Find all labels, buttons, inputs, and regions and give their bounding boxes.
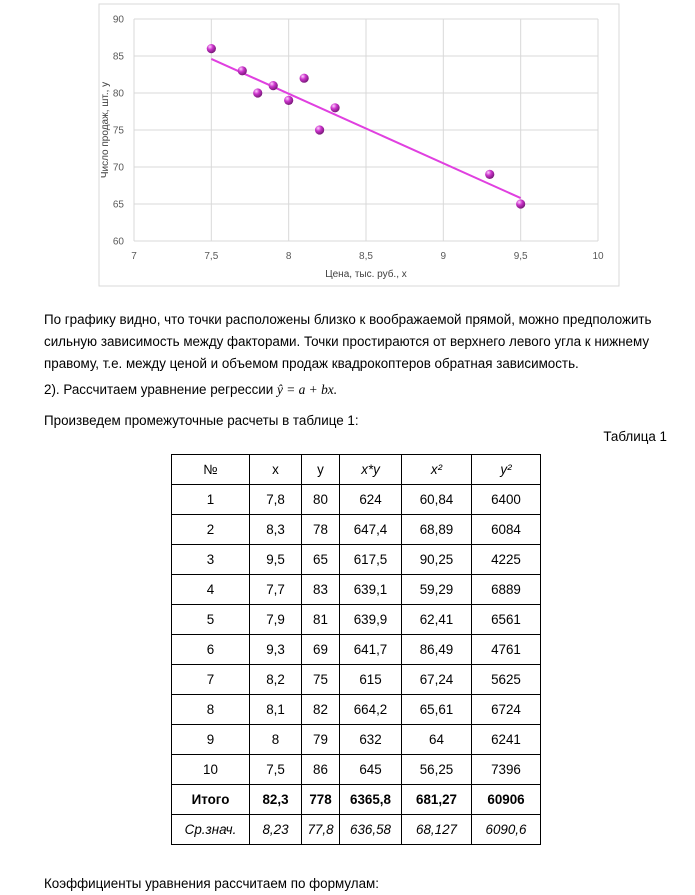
y-tick-label: 65 bbox=[112, 199, 124, 211]
table-row bbox=[172, 755, 541, 785]
table-header-row bbox=[172, 455, 541, 485]
table-cell: 6400 bbox=[472, 485, 541, 515]
table-cell: 8 bbox=[172, 695, 250, 725]
x-tick-label: 10 bbox=[592, 251, 604, 262]
table-row bbox=[172, 575, 541, 605]
table-cell: 647,4 bbox=[340, 515, 402, 545]
scatter-chart bbox=[0, 0, 695, 290]
table-cell: 9,3 bbox=[250, 635, 302, 665]
analysis-paragraph: По графику видно, что точки расположены близко к воображаемой прямой, можно предположить сильную зависимость между факторами. Точки простираются от верхнего левого угла к нижнему правому, т.е. между ценой и объемом продаж квадрокоптеров обратная зависимость. bbox=[44, 312, 652, 372]
data-point bbox=[516, 199, 525, 208]
table-cell: 6724 bbox=[472, 695, 541, 725]
table-cell: 639,1 bbox=[340, 575, 402, 605]
y-tick-label: 70 bbox=[112, 162, 124, 174]
table-row bbox=[172, 695, 541, 725]
y-axis-label: Число продаж, шт., y bbox=[100, 81, 111, 179]
table-cell: 80 bbox=[302, 485, 340, 515]
data-point bbox=[315, 125, 324, 134]
table-row bbox=[172, 635, 541, 665]
table-cell: 8,23 bbox=[250, 815, 302, 845]
table-total-row bbox=[172, 785, 541, 815]
table-cell: 3 bbox=[172, 545, 250, 575]
data-point bbox=[300, 74, 309, 83]
data-point bbox=[485, 170, 494, 179]
table-cell: Итого bbox=[172, 785, 250, 815]
table-cell: 10 bbox=[172, 755, 250, 785]
table-cell: 60,84 bbox=[402, 485, 472, 515]
table-cell: 69 bbox=[302, 635, 340, 665]
table-cell: 6241 bbox=[472, 725, 541, 755]
table-cell: 1 bbox=[172, 485, 250, 515]
table-cell: 681,27 bbox=[402, 785, 472, 815]
table-cell: 64 bbox=[402, 725, 472, 755]
table-cell: 6561 bbox=[472, 605, 541, 635]
table-row bbox=[172, 605, 541, 635]
header-cell: x*y bbox=[340, 455, 402, 485]
table-cell: 90,25 bbox=[402, 545, 472, 575]
table-cell: 7,8 bbox=[250, 485, 302, 515]
table-cell: 81 bbox=[302, 605, 340, 635]
x-tick-label: 7,5 bbox=[204, 251, 219, 262]
x-tick-label: 7 bbox=[131, 251, 137, 262]
table-intro-paragraph: Произведем промежуточные расчеты в таблице 1: bbox=[44, 413, 359, 429]
table-row bbox=[172, 485, 541, 515]
table-cell: 7 bbox=[172, 665, 250, 695]
table-cell: 7396 bbox=[472, 755, 541, 785]
y-tick-label: 85 bbox=[112, 51, 124, 63]
table-cell: 6090,6 bbox=[472, 815, 541, 845]
data-point bbox=[269, 81, 278, 90]
y-tick-label: 75 bbox=[112, 125, 124, 137]
table-cell: 68,89 bbox=[402, 515, 472, 545]
header-cell: x² bbox=[402, 455, 472, 485]
x-axis-label: Цена, тыс. руб., x bbox=[325, 269, 407, 280]
regression-text: 2). Рассчитаем уравнение регрессии bbox=[44, 382, 277, 398]
table-cell: 8,3 bbox=[250, 515, 302, 545]
table-cell: 62,41 bbox=[402, 605, 472, 635]
calc-table bbox=[171, 454, 541, 845]
table-cell: 7,7 bbox=[250, 575, 302, 605]
table-cell: 65,61 bbox=[402, 695, 472, 725]
table-cell: 8,1 bbox=[250, 695, 302, 725]
table-cell: 2 bbox=[172, 515, 250, 545]
table-cell: 645 bbox=[340, 755, 402, 785]
chart-svg bbox=[0, 0, 695, 290]
table-cell: 60906 bbox=[472, 785, 541, 815]
header-cell: № bbox=[172, 455, 250, 485]
table-cell: 8,2 bbox=[250, 665, 302, 695]
table-cell: 664,2 bbox=[340, 695, 402, 725]
table-cell: 4225 bbox=[472, 545, 541, 575]
table-cell: 86,49 bbox=[402, 635, 472, 665]
table-cell: 82 bbox=[302, 695, 340, 725]
table-cell: 9,5 bbox=[250, 545, 302, 575]
table-cell: 6 bbox=[172, 635, 250, 665]
table-cell: 641,7 bbox=[340, 635, 402, 665]
table-cell: 59,29 bbox=[402, 575, 472, 605]
data-point bbox=[207, 44, 216, 53]
data-point bbox=[330, 103, 339, 112]
table-cell: 9 bbox=[172, 725, 250, 755]
x-tick-label: 9,5 bbox=[513, 251, 528, 262]
table-cell: 7,5 bbox=[250, 755, 302, 785]
header-cell: y² bbox=[472, 455, 541, 485]
y-tick-label: 80 bbox=[112, 88, 124, 100]
table-cell: 7,9 bbox=[250, 605, 302, 635]
table-row bbox=[172, 545, 541, 575]
table-cell: 6889 bbox=[472, 575, 541, 605]
table-cell: 75 bbox=[302, 665, 340, 695]
table-cell: 78 bbox=[302, 515, 340, 545]
y-tick-label: 60 bbox=[112, 236, 124, 248]
table-cell: 83 bbox=[302, 575, 340, 605]
data-point bbox=[253, 88, 262, 97]
table-cell: 615 bbox=[340, 665, 402, 695]
table-cell: 86 bbox=[302, 755, 340, 785]
table-row bbox=[172, 515, 541, 545]
table-cell: 82,3 bbox=[250, 785, 302, 815]
table-row bbox=[172, 725, 541, 755]
table-cell: 624 bbox=[340, 485, 402, 515]
table-cell: 4 bbox=[172, 575, 250, 605]
table-cell: 67,24 bbox=[402, 665, 472, 695]
table-cell: 778 bbox=[302, 785, 340, 815]
table-cell: 617,5 bbox=[340, 545, 402, 575]
table-cell: 56,25 bbox=[402, 755, 472, 785]
header-cell: y bbox=[302, 455, 340, 485]
table-cell: 77,8 bbox=[302, 815, 340, 845]
table-cell: 65 bbox=[302, 545, 340, 575]
y-tick-label: 90 bbox=[112, 14, 124, 26]
table-cell: 79 bbox=[302, 725, 340, 755]
table-average-row bbox=[172, 815, 541, 845]
table-cell: 5625 bbox=[472, 665, 541, 695]
table-cell: 636,58 bbox=[340, 815, 402, 845]
table-row bbox=[172, 665, 541, 695]
coefficients-paragraph: Коэффициенты уравнения рассчитаем по формулам: bbox=[44, 876, 379, 892]
table-cell: 4761 bbox=[472, 635, 541, 665]
table-cell: 8 bbox=[250, 725, 302, 755]
table-cell: 632 bbox=[340, 725, 402, 755]
table-cell: 6084 bbox=[472, 515, 541, 545]
header-cell: x bbox=[250, 455, 302, 485]
data-point bbox=[284, 96, 293, 105]
data-point bbox=[238, 66, 247, 75]
chart-frame bbox=[99, 4, 619, 286]
table-cell: Ср.знач. bbox=[172, 815, 250, 845]
x-tick-label: 9 bbox=[440, 251, 447, 262]
table-caption: Таблица 1 bbox=[603, 429, 667, 444]
regression-formula: ŷ = a + bx. bbox=[276, 382, 338, 398]
table-cell: 5 bbox=[172, 605, 250, 635]
x-tick-label: 8 bbox=[285, 251, 292, 262]
x-tick-label: 8,5 bbox=[359, 251, 373, 262]
regression-paragraph bbox=[44, 379, 674, 401]
table-cell: 6365,8 bbox=[340, 785, 402, 815]
table-cell: 639,9 bbox=[340, 605, 402, 635]
table-cell: 68,127 bbox=[402, 815, 472, 845]
